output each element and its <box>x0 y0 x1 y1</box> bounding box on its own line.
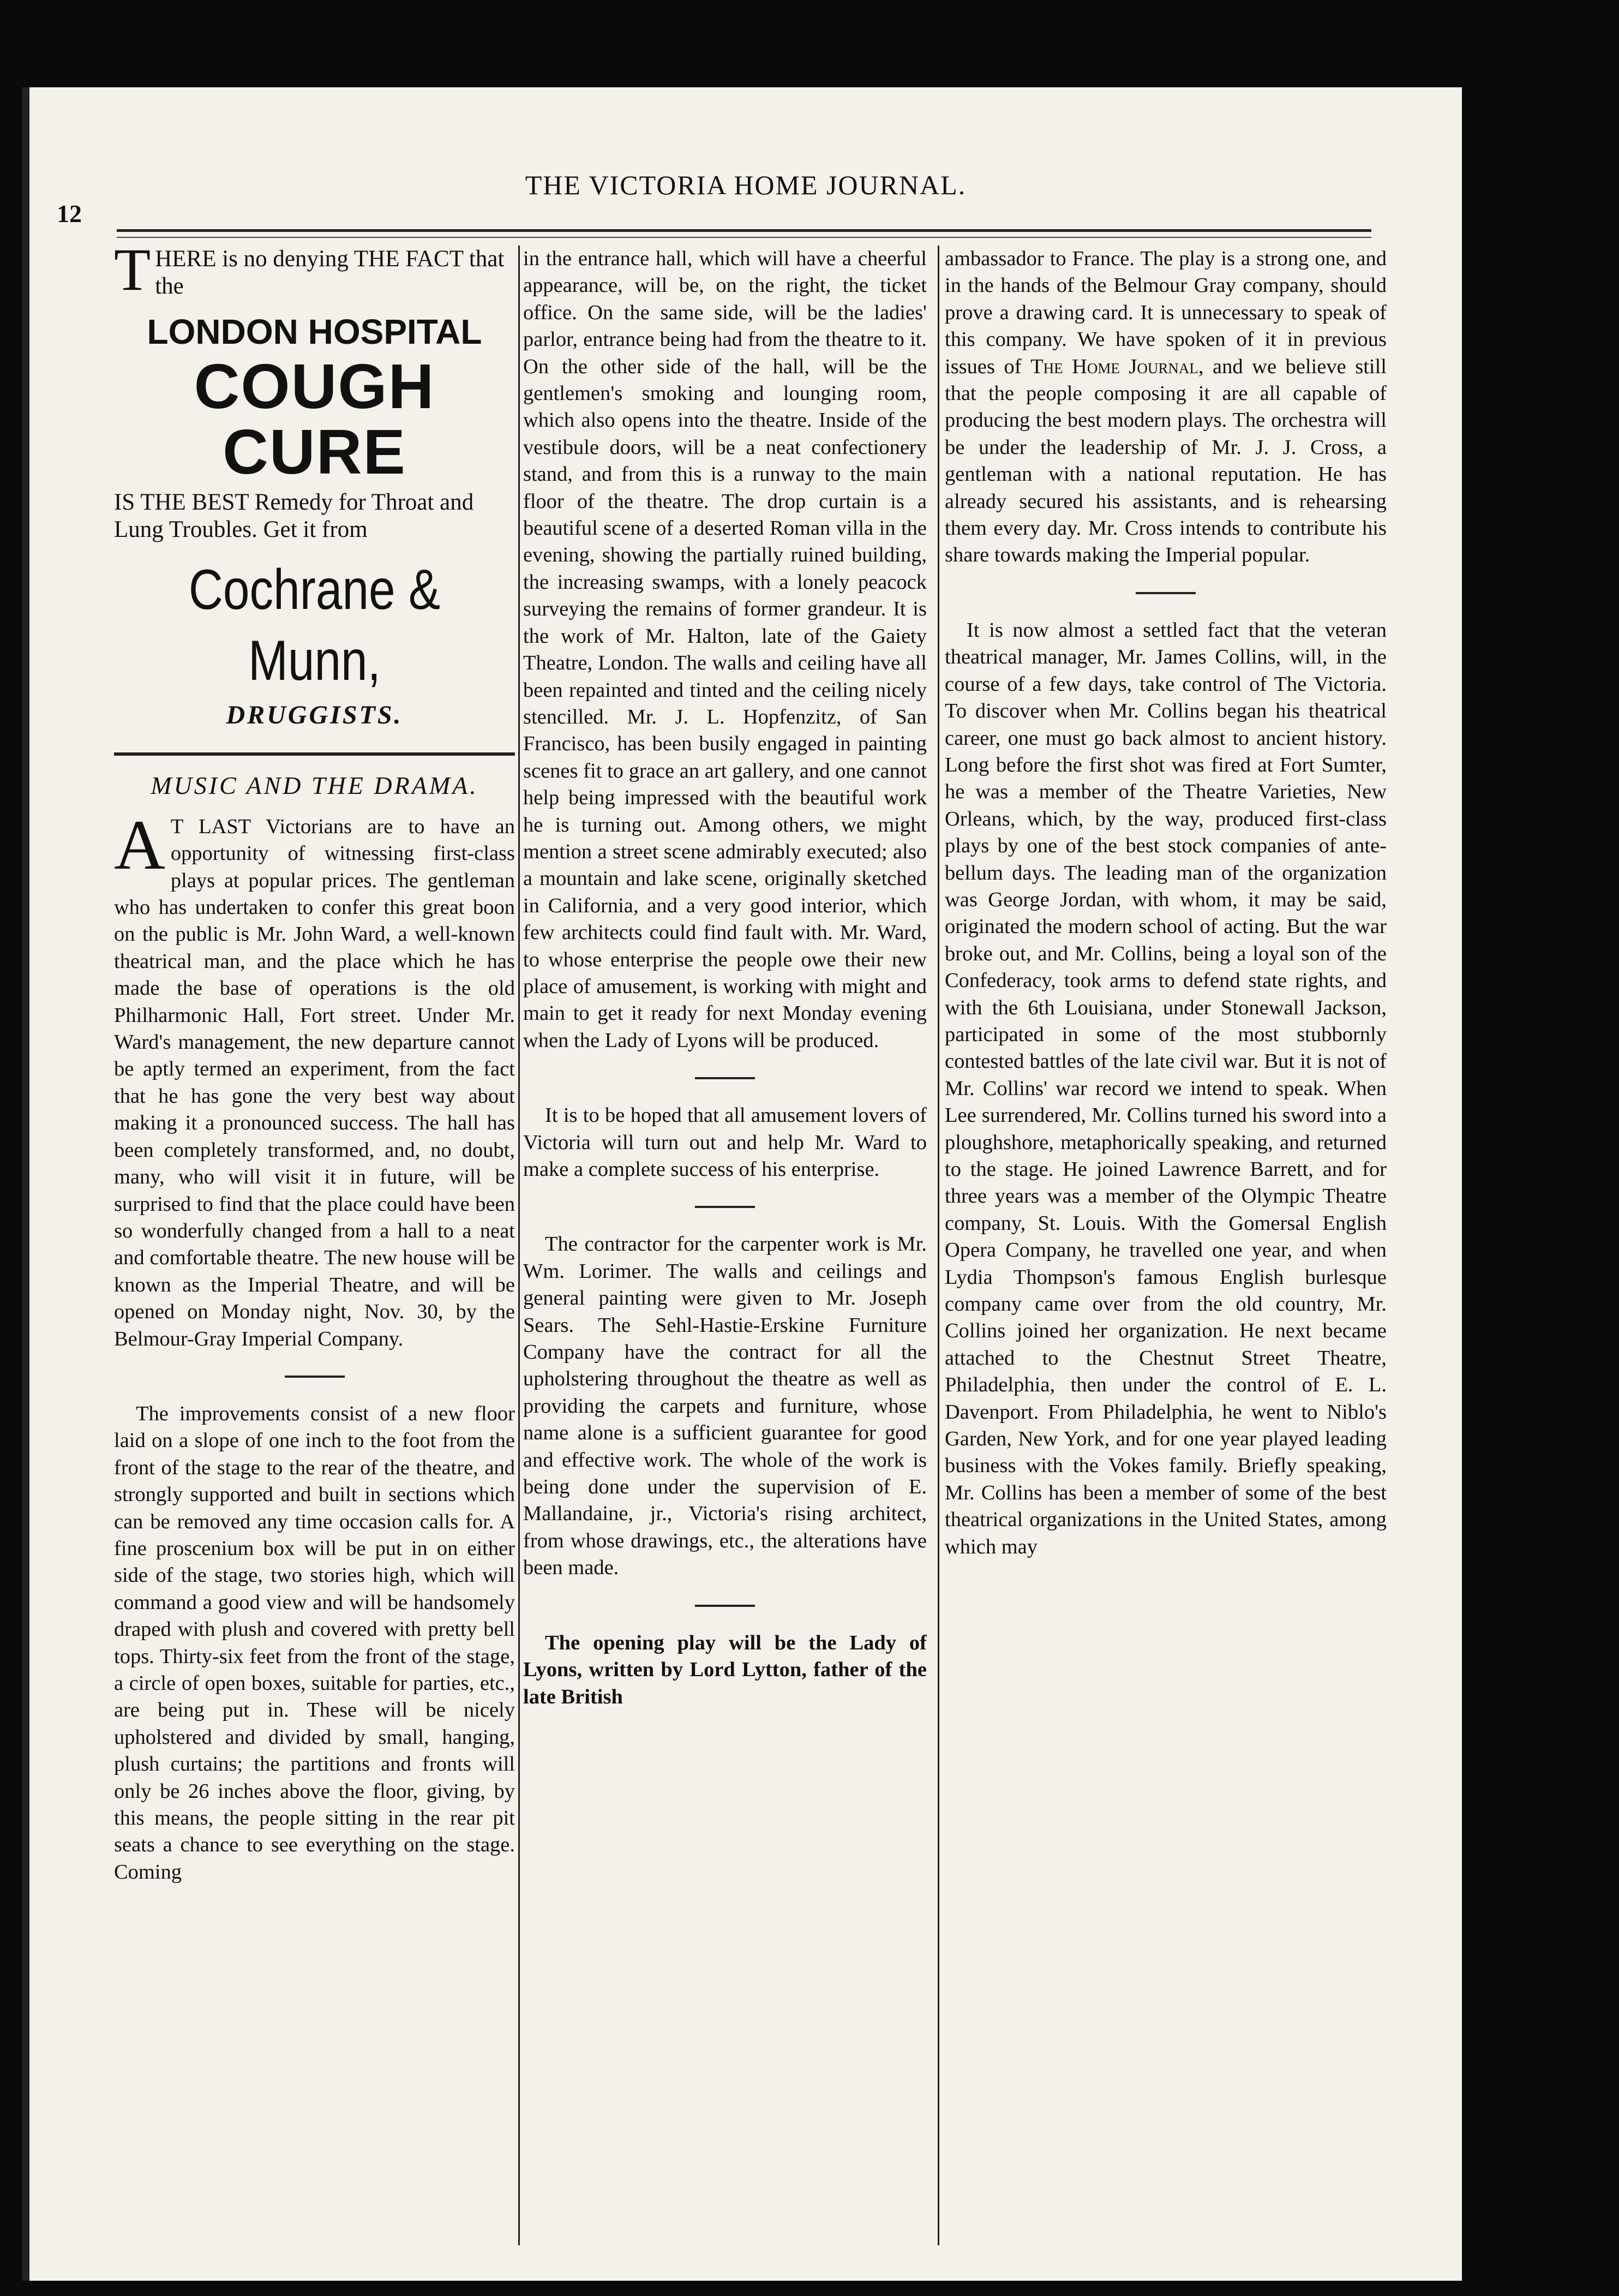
ad-dropcap: T <box>114 246 151 303</box>
article-paragraph-7-b: , and we believe still that the people composing it are all capable of producing the best modern plays. The orchestra will be under the leadership of Mr. J. J. Cross, a gentleman with a national reputation. He has already secured his assistants, and is rehearsing them every day. Mr. Cross intends to contribute his share towards making the Imperial popular. <box>945 355 1387 567</box>
journal-title: THE VICTORIA HOME JOURNAL. <box>525 170 967 200</box>
section-heading: MUSIC AND THE DRAMA. <box>151 772 478 800</box>
column-1 <box>114 246 515 2243</box>
column-divider-1 <box>518 246 520 2245</box>
ad-best-remedy: IS THE BEST Remedy for Throat and Lung Troubles. Get it from <box>114 489 474 542</box>
paragraph-separator <box>695 1206 755 1208</box>
article-paragraph-7-a: ambassador to France. The play is a strong one, and in the hands of the Belmour Gray company, should prove a drawing card. It is unnecessary to speak of this company. We have spoken of it in previous issues of <box>945 247 1387 378</box>
article-paragraph-7 <box>945 246 1387 569</box>
paragraph-separator <box>695 1605 755 1607</box>
ad-seller-trade: DRUGGISTS. <box>226 701 403 730</box>
journal-name-reference: The Home Journal <box>1030 355 1198 378</box>
section-rule <box>114 752 515 756</box>
column-2 <box>523 246 927 2243</box>
header-rule-thin <box>117 237 1371 238</box>
article-paragraph-1 <box>114 805 515 1353</box>
article-paragraph-5: The contractor for the carpenter work is Mr. Wm. Lorimer. The walls and ceilings and general painting were given to Mr. Joseph Sears. The Sehl-Hastie-Erskine Furniture Company have the contract for all the upholstering throughout the theatre as well as providing the carpets and furniture, whose name alone is a sufficient guarantee for good and effective work. The whole of the work is being done under the supervision of E. Mallandaine, jr., Victoria's rising architect, from whose drawings, etc., the alterations have been made. <box>523 1233 927 1580</box>
article-paragraph-2: The improvements consist of a new floor laid on a slope of one inch to the foot from the front of the stage to the rear of the theatre, and strongly supported and built in sections which can be removed any time occasion calls for. A fine proscenium box will be put in on either side of the stage, two stories high, which will command a good view and will be handsomely draped with plush and covered with pretty bell tops. Thirty-six feet from the front of the stage, a circle of open boxes, suitable for parties, etc., are being put in. These will be nicely upholstered and divided by small, hanging, plush curtains; the partitions and fronts will only be 26 inches above the floor, giving, by this means, the people sitting in the rear pit seats a chance to see everything on the stage. Coming <box>114 1402 515 1884</box>
newspaper-page <box>22 87 1462 2281</box>
cough-cure-advertisement <box>114 246 515 728</box>
ad-intro-text: HERE is no denying THE FACT that the <box>155 246 505 299</box>
column-divider-2 <box>938 246 939 2245</box>
article-paragraph-6: The opening play will be the Lady of Lyons, written by Lord Lytton, father of the late British <box>523 1631 927 1708</box>
article-paragraph-8: It is now almost a settled fact that the veteran theatrical manager, Mr. James Collins, will, in the course of a few days, take control of The Victoria. To discover when Mr. Collins began his theatrical career, one must go back almost to ancient history. Long before the first shot was fired at Fort Sumter, he was a member of the Theatre Varieties, New Orleans, which, by the way, produced first-class plays by one of the best stock companies of ante-bellum days. The leading man of the organization was George Jordan, with whom, it may be said, originated the modern school of acting. But the war broke out, and Mr. Collins, being a loyal son of the Confederacy, took arms to defend state rights, and with the 6th Louisiana, under Stonewall Jackson, participated in some of the most stubbornly contested battles of the late civil war. But it is not of Mr. Collins' war record we intend to speak. When Lee surrendered, Mr. Collins turned his sword into a ploughshore, metaphorically speaking, and returned to the stage. He joined Lawrence Barrett, and for three years was a member of the Olympic Theatre company, St. Louis. With the Gomersal English Opera Company, he travelled one year, and when Lydia Thompson's famous English burlesque company came over from the old country, Mr. Collins joined her organization. He next became attached to the Chestnut Street Theatre, Philadelphia, then under the control of E. L. Davenport. From Philadelphia, he went to Niblo's Garden, New York, and for one year played leading business with the Vokes family. Briefly speaking, Mr. Collins has been a member of some of the best theatrical organizations in the United States, among which may <box>945 618 1387 1558</box>
article-paragraph-1-text: T LAST Victorians are to have an opportunity of witnessing first-class plays at popular prices. The gentleman who has undertaken to confer this great boon on the public is Mr. John Ward, a well-known theatrical man, and the place which he has made the base of operations is the old Philharmonic Hall, Fort street. Under Mr. Ward's management, the new departure cannot be aptly termed an experiment, from the fact that he has gone the very best way about making it a pronounced success. The hall has been completely transformed, and, no doubt, many, who will visit it in future, will be surprised to find that the place could have been so wonderfully changed from a hall to a neat and comfortable theatre. The new house will be known as the Imperial Theatre, and will be opened on Monday night, Nov. 30, by the Belmour-Gray Imperial Company. <box>114 815 515 1350</box>
ad-intro <box>114 246 515 303</box>
column-3 <box>945 246 1387 2243</box>
paragraph-separator <box>695 1077 755 1079</box>
ad-product-name: COUGH CURE <box>194 351 435 487</box>
ad-seller-name: Cochrane & Munn, <box>188 558 441 692</box>
header-rule <box>117 229 1371 232</box>
ad-hospital-name: LONDON HOSPITAL <box>147 312 482 351</box>
paragraph-separator <box>1136 592 1196 594</box>
article-paragraph-4: It is to be hoped that all amusement lovers of Victoria will turn out and help Mr. Ward to make a complete success of his enterprise. <box>523 1104 927 1181</box>
paragraph-separator <box>285 1376 345 1378</box>
article-dropcap: A <box>114 805 165 884</box>
article-paragraph-3: in the entrance hall, which will have a cheerful appearance, will be, on the right, the ticket office. On the same side, will be the ladies' parlor, entrance being had from the theatre to it. On the other side of the hall, will be the gentlemen's smoking and lounging room, which also opens into the theatre. Inside of the vestibule doors, will be a neat confectionery stand, and from this is a runway to the main floor of the theatre. The drop curtain is a beautiful scene of a deserted Roman villa in the evening, showing the partially ruined building, the increasing swamps, with a lonely peacock surveying the remains of former grandeur. It is the work of Mr. Halton, late of the Gaiety Theatre, London. The walls and ceiling have all been repainted and tinted and the ceiling nicely stencilled. Mr. J. L. Hopfenzitz, of San Francisco, has been busily engaged in painting scenes fit to grace an art gallery, and one cannot help being impressed with the beautiful work he is turning out. Among others, we might mention a street scene admirably executed; also a mountain and lake scene, originally sketched in California, and a very good interior, which few architects could find fault with. Mr. Ward, to whose enterprise the people owe their new place of amusement, is working with might and main to get it ready for next Monday evening when the Lady of Lyons will be produced. <box>523 247 927 1052</box>
page-number: 12 <box>57 200 82 228</box>
